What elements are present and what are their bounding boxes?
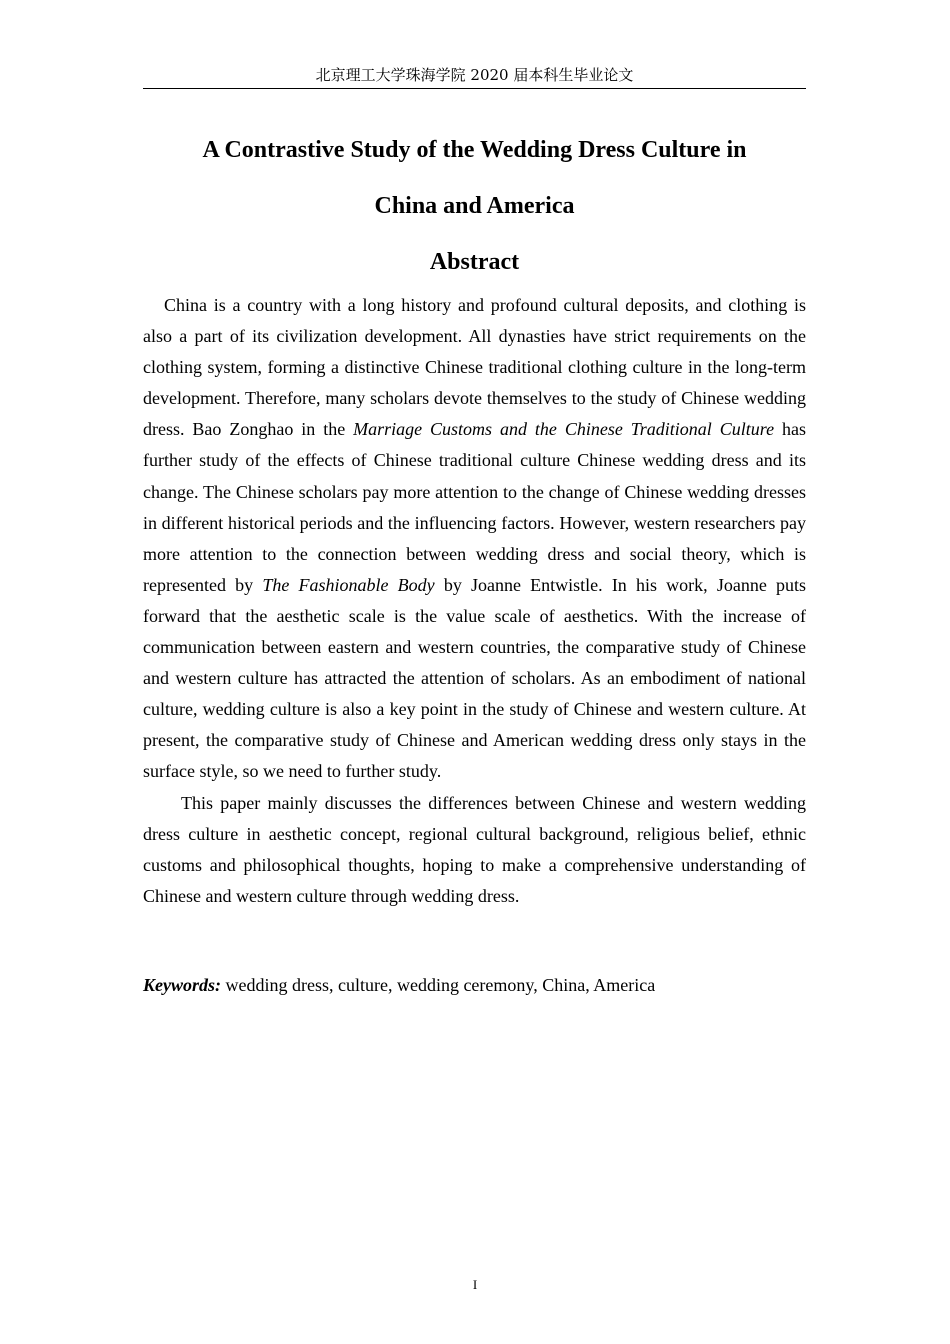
- keywords-label: Keywords:: [143, 975, 221, 995]
- paper-title-line-1: A Contrastive Study of the Wedding Dress Culture in: [202, 137, 747, 163]
- abstract-body: [143, 290, 806, 912]
- book-title-marriage-customs: Marriage Customs and the Chinese Traditional Culture: [353, 419, 775, 440]
- book-title-fashionable-body: The Fashionable Body: [262, 574, 435, 595]
- keywords-line: [143, 970, 806, 1001]
- paper-title-line-2: China and America: [374, 193, 575, 219]
- abstract-paragraph-1: [143, 290, 806, 788]
- abstract-p1-text-b: has further study of the effects of Chinese traditional culture Chinese wedding dress and its change. The Chinese scholars pay more attention to the change of Chinese wedding dresses in different historical periods and the influencing factors. However, western researchers pay more attention to the connection between wedding dress and social theory, which is represented by: [143, 419, 806, 595]
- keywords-values: wedding dress, culture, wedding ceremony, China, America: [221, 975, 656, 995]
- abstract-p1-text-a: China is a country with a long history and profound cultural deposits, and clothing is also a part of its civilization development. All dynasties have strict requirements on the clothing system, forming a distinctive Chinese traditional clothing culture in the long-term development. Therefore, many scholars devote themselves to the study of Chinese wedding dress. Bao Zonghao in the: [143, 295, 806, 440]
- page-number: I: [472, 1277, 478, 1292]
- page-header: 北京理工大学珠海学院 2020 届本科生毕业论文: [143, 64, 806, 89]
- abstract-heading: Abstract: [429, 249, 520, 275]
- abstract-paragraph-2: This paper mainly discusses the differences between Chinese and western wedding dress culture in aesthetic concept, regional cultural background, religious belief, ethnic customs and philosophical thoughts, hoping to make a comprehensive understanding of Chinese and western culture through wedding dress.: [143, 792, 806, 906]
- abstract-p1-text-c: by Joanne Entwistle. In his work, Joanne puts forward that the aesthetic scale is the value scale of aesthetics. With the increase of communication between eastern and western countries, the comparative study of Chinese and western culture has attracted the attention of scholars. As an embodiment of national culture, wedding culture is also a key point in the study of Chinese and western culture. At present, the comparative study of Chinese and American wedding dress only stays in the surface style, so we need to further study.: [143, 574, 806, 782]
